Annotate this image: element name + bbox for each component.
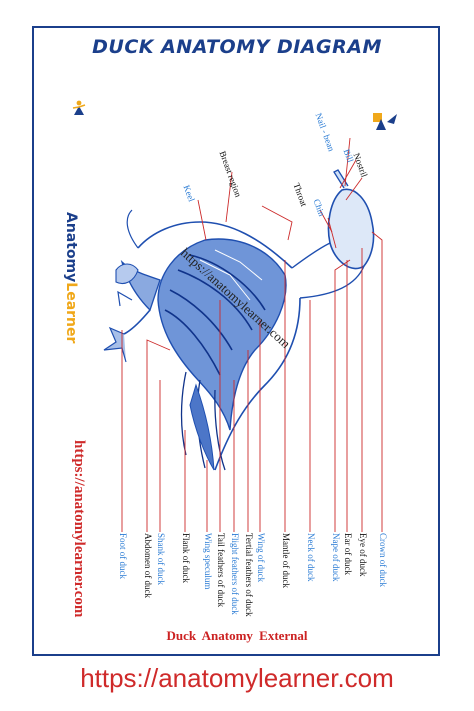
label-bill: Bill bbox=[341, 147, 356, 164]
label-flank: Flank of duck bbox=[181, 533, 191, 583]
label-shank: Shank of duck bbox=[156, 533, 166, 585]
label-ear: Ear of duck bbox=[343, 533, 353, 575]
leader-mantle-bend bbox=[262, 206, 292, 240]
brand-name-part2: Learner bbox=[63, 282, 79, 344]
watermark-text: https://anatomylearner.com bbox=[177, 245, 294, 352]
page-title: DUCK ANATOMY DIAGRAM bbox=[92, 36, 382, 58]
label-flight-feathers: Flight feathers of duck bbox=[230, 533, 240, 615]
leader-keel bbox=[198, 200, 206, 240]
label-throat: Throat bbox=[291, 181, 310, 208]
label-foot: Foot of duck bbox=[118, 533, 128, 579]
leader-abdomen bbox=[147, 340, 170, 532]
leader-nape bbox=[335, 260, 350, 532]
bottom-url-link[interactable]: https://anatomylearner.com bbox=[80, 663, 394, 693]
label-nostril: Nostril bbox=[351, 151, 370, 179]
label-wing: Wing of duck bbox=[256, 533, 266, 583]
side-url-text: https://anatomylearner.com bbox=[71, 440, 87, 618]
diagram-subtitle: Duck Anatomy External bbox=[166, 628, 308, 643]
label-nape: Nape of duck bbox=[331, 533, 341, 582]
label-tail-feathers: Tail feathers of duck bbox=[216, 533, 226, 608]
label-tertial-feathers: Tertial feathers of duck bbox=[244, 533, 254, 617]
label-chin: Chin bbox=[311, 197, 327, 218]
label-abdomen: Abdomen of duck bbox=[143, 533, 153, 598]
label-wing-speculum: Wing speculum bbox=[203, 533, 213, 590]
leader-crown bbox=[372, 232, 382, 532]
label-eye: Eye of duck bbox=[358, 533, 368, 577]
leader-bill bbox=[340, 160, 356, 188]
brand-name-part1: Anatomy bbox=[63, 212, 79, 283]
label-nail-bean: Nail - bean bbox=[313, 111, 337, 153]
label-breast-region: Breast region bbox=[217, 149, 244, 199]
label-mantle: Mantle of duck bbox=[281, 533, 291, 588]
duck-body bbox=[104, 170, 374, 470]
label-keel: Keel bbox=[181, 183, 197, 204]
label-crown: Crown of duck bbox=[378, 533, 388, 587]
label-neck: Neck of duck bbox=[306, 533, 316, 582]
